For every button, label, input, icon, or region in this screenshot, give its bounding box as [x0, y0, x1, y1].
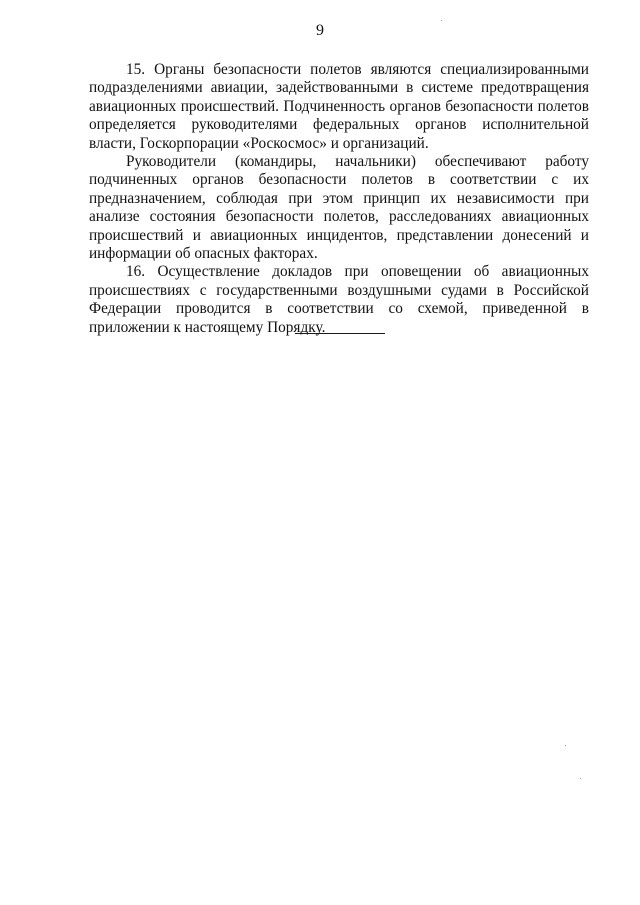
scan-speck: [441, 20, 442, 21]
paragraph-commanders: Руководители (командиры, начальники) обеспечивают работу подчиненных органов безопасности полетов в соответствии с их предназначением, соблюдая при этом принцип их независимости при анализе состояния безопасности полетов, расследованиях авиационных происшествий и авиационных инцидентов, представлении донесений и информации об опасных факторах.: [89, 153, 589, 263]
page-number: 9: [316, 22, 324, 39]
document-body: [89, 61, 589, 337]
paragraph-16: 16. Осуществление докладов при оповещении об авиационных происшествиях с государственными воздушными судами в Российской Федерации проводится в соответствии со схемой, приведенной в приложении к настоящему Порядку.: [89, 263, 589, 336]
scan-speck: [580, 778, 581, 779]
paragraph-15: 15. Органы безопасности полетов являются специализированными подразделениями авиации, задействованными в системе предотвращения авиационных происшествий. Подчиненность органов безопасности полетов определяется руководителями федеральных органов исполнительной власти, Госкорпорации «Роскосмос» и организаций.: [89, 61, 589, 152]
end-separator-line: [295, 333, 385, 334]
scan-speck: [565, 745, 566, 746]
